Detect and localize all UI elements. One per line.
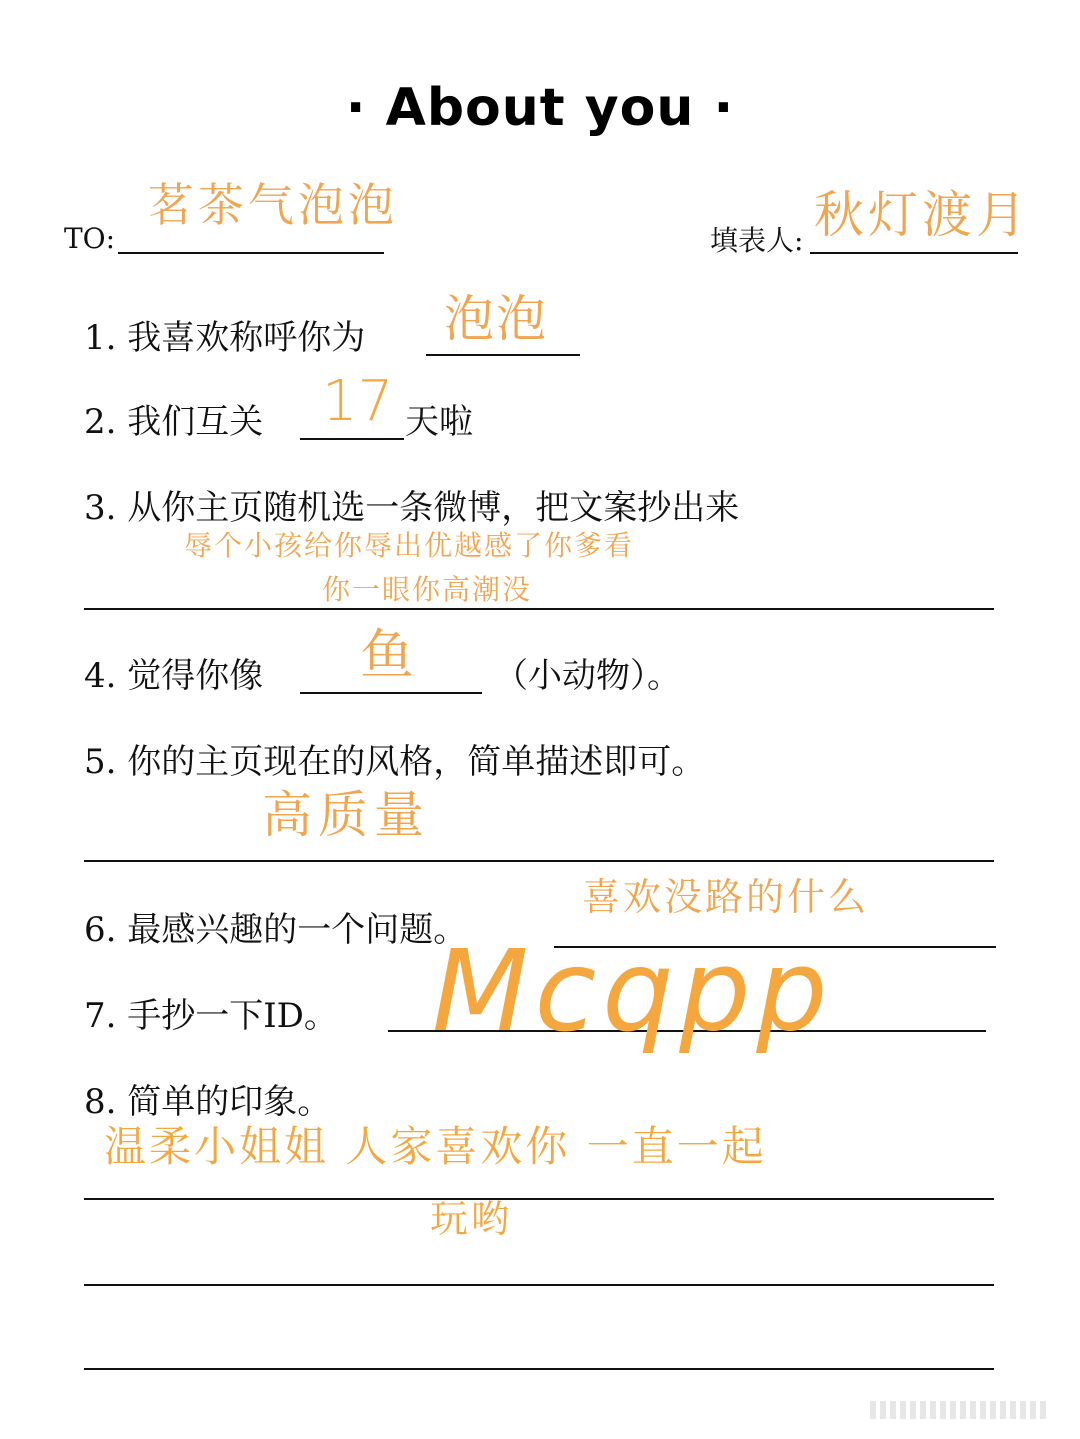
page-title: · About you · <box>345 78 735 138</box>
filler-underline <box>810 252 1018 254</box>
question-6-answer: 喜欢没路的什么 <box>582 875 870 919</box>
question-4-label: 4. 觉得你像 <box>84 656 264 696</box>
question-5-underline <box>84 860 994 862</box>
question-2-label: 2. 我们互关 <box>84 402 264 442</box>
question-8-answer-line-1: 温柔小姐姐 人家喜欢你 一直一起 <box>104 1122 767 1171</box>
to-label: TO: <box>64 222 116 255</box>
question-8-underline-3 <box>84 1368 994 1370</box>
question-8-answer-line-2: 玩哟 <box>430 1197 513 1241</box>
watermark <box>870 1401 1050 1419</box>
to-underline <box>118 252 384 254</box>
to-handwritten-value: 茗茶气泡泡 <box>148 178 398 232</box>
question-1-label: 1. 我喜欢称呼你为 <box>84 318 366 358</box>
question-3-answer-line-1: 辱个小孩给你辱出优越感了你爹看 <box>184 529 635 562</box>
question-3-label: 3. 从你主页随机选一条微博，把文案抄出来 <box>84 488 740 528</box>
question-8-label: 8. 简单的印象。 <box>84 1082 332 1122</box>
question-4-answer: 鱼 <box>360 623 414 686</box>
question-3-underline <box>84 608 994 610</box>
question-2-suffix: 天啦 <box>405 402 473 442</box>
question-5-label: 5. 你的主页现在的风格，简单描述即可。 <box>84 742 706 782</box>
question-1-answer: 泡泡 <box>444 290 548 348</box>
question-4-suffix: （小动物）。 <box>494 656 681 696</box>
question-8-underline-1 <box>84 1198 994 1200</box>
filler-handwritten-value: 秋灯渡月 <box>814 186 1030 244</box>
question-5-answer: 高质量 <box>262 786 430 844</box>
question-2-answer: 17 <box>322 369 394 434</box>
question-4-underline <box>300 692 482 694</box>
question-2-underline <box>300 438 404 440</box>
question-8-underline-2 <box>84 1284 994 1286</box>
filler-label: 填表人: <box>710 224 804 257</box>
question-7-answer: Mcqpp <box>432 927 834 1057</box>
question-7-label: 7. 手抄一下ID。 <box>84 996 338 1036</box>
question-6-label: 6. 最感兴趣的一个问题。 <box>84 910 468 950</box>
question-1-underline <box>426 354 580 356</box>
question-3-answer-line-2: 你一眼你高潮没 <box>322 573 533 606</box>
